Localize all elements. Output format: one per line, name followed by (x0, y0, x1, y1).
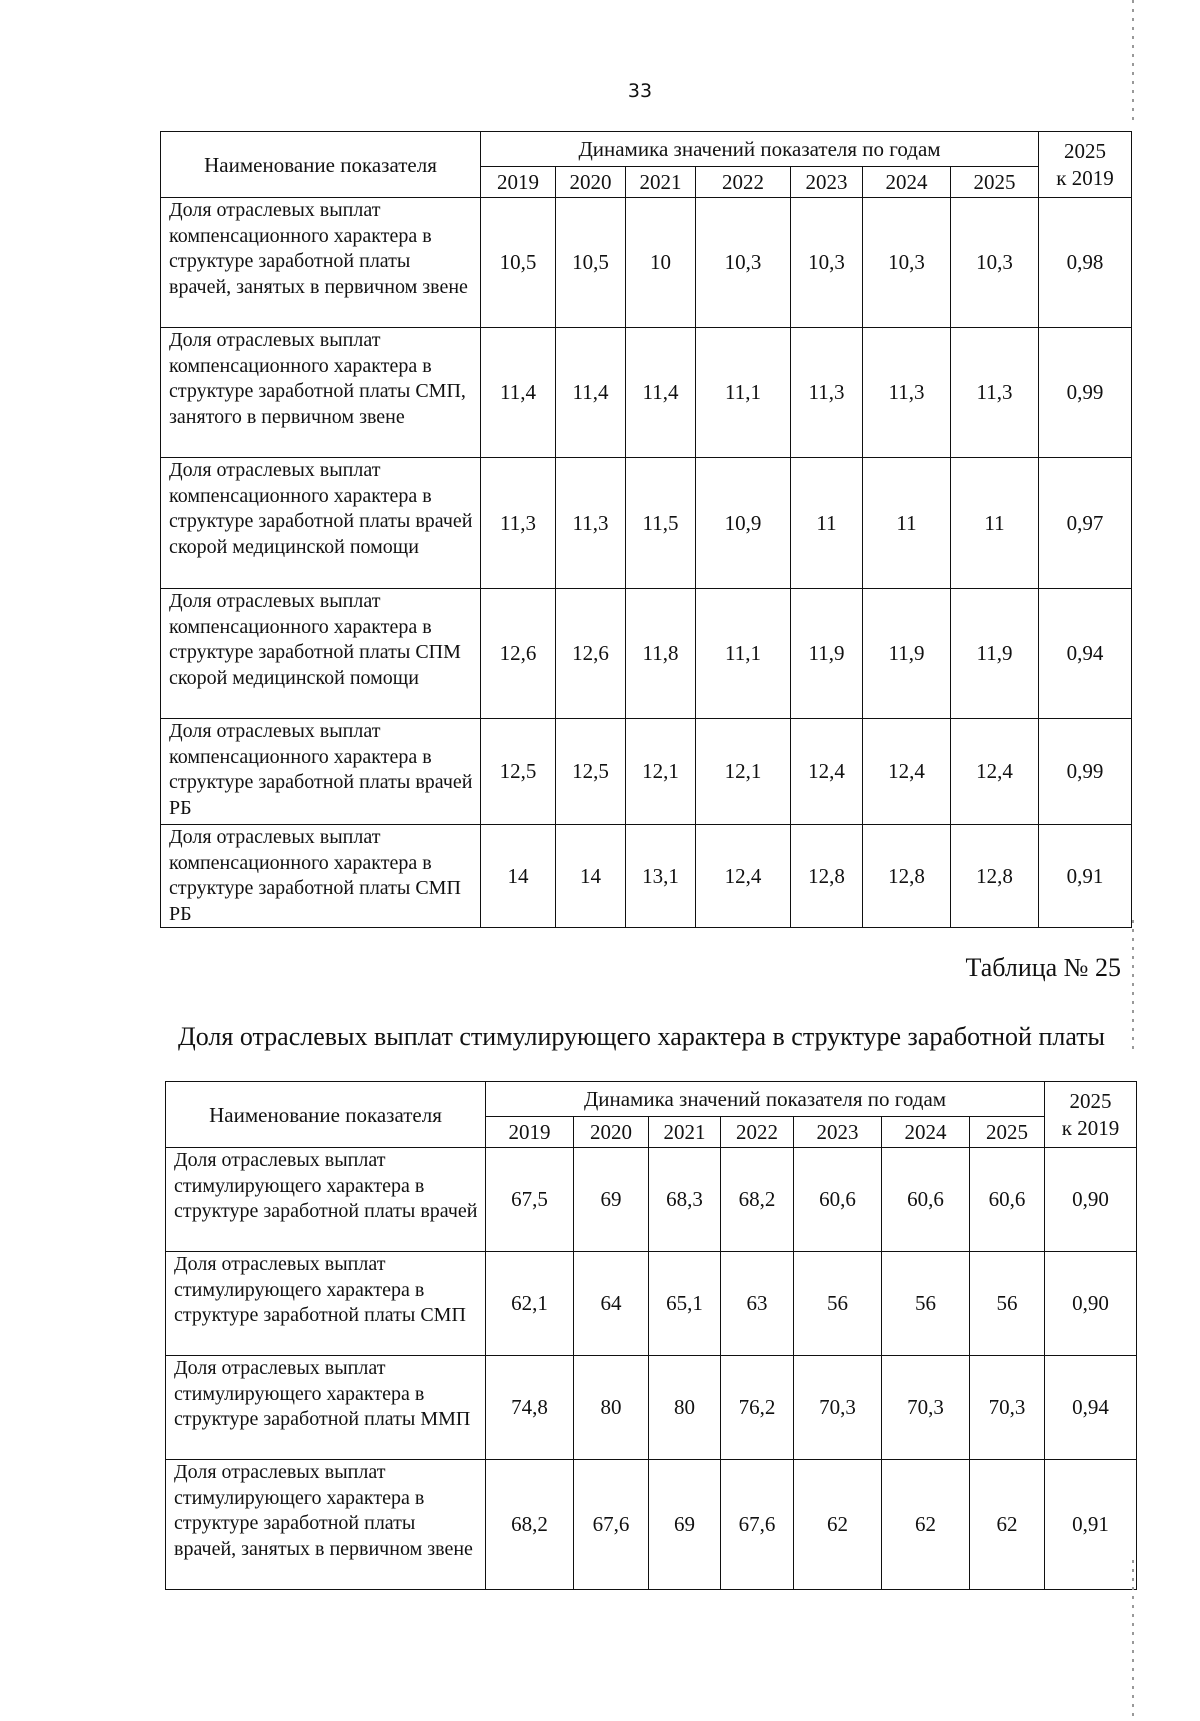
value-cell: 10,3 (951, 198, 1039, 328)
table-row (166, 1148, 1137, 1252)
value-cell: 11,8 (626, 589, 696, 719)
row-name: Доля отраслевых выплат компенсационного характера в структуре заработной платы СМП, занятого в первичном звене (161, 328, 481, 458)
header-year: 2019 (481, 167, 556, 198)
value-cell: 12,5 (556, 719, 626, 825)
value-cell: 10,3 (791, 198, 863, 328)
row-name: Доля отраслевых выплат компенсационного характера в структуре заработной платы врачей РБ (161, 719, 481, 825)
ratio-cell: 0,94 (1039, 589, 1132, 719)
value-cell: 70,3 (794, 1356, 882, 1460)
header-year: 2021 (649, 1117, 721, 1148)
value-cell: 11,3 (791, 328, 863, 458)
ratio-cell: 0,91 (1039, 825, 1132, 928)
value-cell: 10,3 (863, 198, 951, 328)
value-cell: 12,8 (951, 825, 1039, 928)
value-cell: 10 (626, 198, 696, 328)
row-name: Доля отраслевых выплат стимулирующего характера в структуре заработной платы врачей (166, 1148, 486, 1252)
value-cell: 65,1 (649, 1252, 721, 1356)
value-cell: 56 (794, 1252, 882, 1356)
header-year: 2020 (574, 1117, 649, 1148)
row-name: Доля отраслевых выплат компенсационного характера в структуре заработной платы СПМ скорой медицинской помощи (161, 589, 481, 719)
value-cell: 64 (574, 1252, 649, 1356)
value-cell: 80 (649, 1356, 721, 1460)
table-row (161, 589, 1132, 719)
value-cell: 11,9 (863, 589, 951, 719)
value-cell: 11,9 (951, 589, 1039, 719)
value-cell: 11,5 (626, 458, 696, 589)
value-cell: 67,6 (574, 1460, 649, 1590)
header-year: 2023 (791, 167, 863, 198)
value-cell: 12,4 (951, 719, 1039, 825)
value-cell: 11,4 (556, 328, 626, 458)
value-cell: 70,3 (970, 1356, 1045, 1460)
header-year: 2022 (696, 167, 791, 198)
ratio-cell: 0,99 (1039, 328, 1132, 458)
ratio-cell: 0,90 (1045, 1252, 1137, 1356)
scan-edge-mark (1132, 0, 1134, 120)
value-cell: 10,9 (696, 458, 791, 589)
value-cell: 12,1 (696, 719, 791, 825)
table-row (161, 825, 1132, 928)
header-year: 2022 (721, 1117, 794, 1148)
ratio-cell: 0,90 (1045, 1148, 1137, 1252)
header-year: 2024 (882, 1117, 970, 1148)
row-name: Доля отраслевых выплат компенсационного характера в структуре заработной платы врачей скорой медицинской помощи (161, 458, 481, 589)
table-row (161, 328, 1132, 458)
value-cell: 62 (882, 1460, 970, 1590)
value-cell: 68,2 (721, 1148, 794, 1252)
value-cell: 11,9 (791, 589, 863, 719)
value-cell: 68,3 (649, 1148, 721, 1252)
value-cell: 70,3 (882, 1356, 970, 1460)
header-year: 2021 (626, 167, 696, 198)
value-cell: 76,2 (721, 1356, 794, 1460)
scan-edge-mark (1132, 1560, 1134, 1720)
value-cell: 68,2 (486, 1460, 574, 1590)
value-cell: 11,3 (951, 328, 1039, 458)
row-name: Доля отраслевых выплат компенсационного характера в структуре заработной платы СМП РБ (161, 825, 481, 928)
value-cell: 60,6 (970, 1148, 1045, 1252)
value-cell: 74,8 (486, 1356, 574, 1460)
table-row (161, 458, 1132, 589)
value-cell: 12,1 (626, 719, 696, 825)
value-cell: 10,5 (556, 198, 626, 328)
value-cell: 63 (721, 1252, 794, 1356)
header-ratio-bottom: к 2019 (1061, 1115, 1120, 1140)
header-indicator-name: Наименование показателя (161, 132, 481, 198)
ratio-cell: 0,97 (1039, 458, 1132, 589)
table-row (166, 1460, 1137, 1590)
header-year: 2019 (486, 1117, 574, 1148)
value-cell: 62 (970, 1460, 1045, 1590)
value-cell: 12,4 (791, 719, 863, 825)
incentive-payments-table (165, 1081, 1137, 1590)
row-name: Доля отраслевых выплат компенсационного характера в структуре заработной платы врачей, занятых в первичном звене (161, 198, 481, 328)
value-cell: 56 (970, 1252, 1045, 1356)
header-ratio-top: 2025 (1064, 138, 1107, 163)
value-cell: 14 (556, 825, 626, 928)
header-ratio (1039, 132, 1132, 198)
scan-edge-mark (1132, 920, 1134, 1050)
value-cell: 12,6 (556, 589, 626, 719)
table-row (166, 1252, 1137, 1356)
compensation-payments-table (160, 131, 1132, 928)
value-cell: 11,3 (481, 458, 556, 589)
header-ratio (1045, 1082, 1137, 1148)
table-row (161, 719, 1132, 825)
value-cell: 12,5 (481, 719, 556, 825)
value-cell: 56 (882, 1252, 970, 1356)
value-cell: 11,1 (696, 589, 791, 719)
header-year: 2023 (794, 1117, 882, 1148)
ratio-cell: 0,94 (1045, 1356, 1137, 1460)
value-cell: 60,6 (882, 1148, 970, 1252)
value-cell: 11 (951, 458, 1039, 589)
value-cell: 62 (794, 1460, 882, 1590)
table-title: Доля отраслевых выплат стимулирующего характера в структуре заработной платы (178, 1022, 1106, 1051)
ratio-cell: 0,98 (1039, 198, 1132, 328)
header-year: 2025 (970, 1117, 1045, 1148)
row-name: Доля отраслевых выплат стимулирующего характера в структуре заработной платы врачей, занятых в первичном звене (166, 1460, 486, 1590)
header-year: 2025 (951, 167, 1039, 198)
value-cell: 60,6 (794, 1148, 882, 1252)
value-cell: 11,4 (626, 328, 696, 458)
value-cell: 12,4 (863, 719, 951, 825)
ratio-cell: 0,99 (1039, 719, 1132, 825)
value-cell: 10,5 (481, 198, 556, 328)
value-cell: 62,1 (486, 1252, 574, 1356)
table-row (166, 1356, 1137, 1460)
value-cell: 80 (574, 1356, 649, 1460)
value-cell: 67,6 (721, 1460, 794, 1590)
page-number: 33 (627, 80, 653, 102)
row-name: Доля отраслевых выплат стимулирующего характера в структуре заработной платы СМП (166, 1252, 486, 1356)
row-name: Доля отраслевых выплат стимулирующего характера в структуре заработной платы ММП (166, 1356, 486, 1460)
header-ratio-bottom: к 2019 (1056, 165, 1114, 190)
value-cell: 12,6 (481, 589, 556, 719)
ratio-cell: 0,91 (1045, 1460, 1137, 1590)
header-ratio-top: 2025 (1069, 1088, 1112, 1113)
value-cell: 69 (649, 1460, 721, 1590)
value-cell: 14 (481, 825, 556, 928)
value-cell: 11,4 (481, 328, 556, 458)
table-row (161, 198, 1132, 328)
value-cell: 11 (863, 458, 951, 589)
header-year: 2020 (556, 167, 626, 198)
value-cell: 11 (791, 458, 863, 589)
value-cell: 12,8 (791, 825, 863, 928)
header-dynamics: Динамика значений показателя по годам (481, 132, 1039, 167)
value-cell: 12,4 (696, 825, 791, 928)
value-cell: 69 (574, 1148, 649, 1252)
value-cell: 12,8 (863, 825, 951, 928)
header-dynamics: Динамика значений показателя по годам (486, 1082, 1045, 1117)
value-cell: 67,5 (486, 1148, 574, 1252)
table-number-caption: Таблица № 25 (965, 953, 1121, 982)
value-cell: 13,1 (626, 825, 696, 928)
header-year: 2024 (863, 167, 951, 198)
value-cell: 11,1 (696, 328, 791, 458)
value-cell: 11,3 (863, 328, 951, 458)
value-cell: 11,3 (556, 458, 626, 589)
value-cell: 10,3 (696, 198, 791, 328)
header-indicator-name: Наименование показателя (166, 1082, 486, 1148)
